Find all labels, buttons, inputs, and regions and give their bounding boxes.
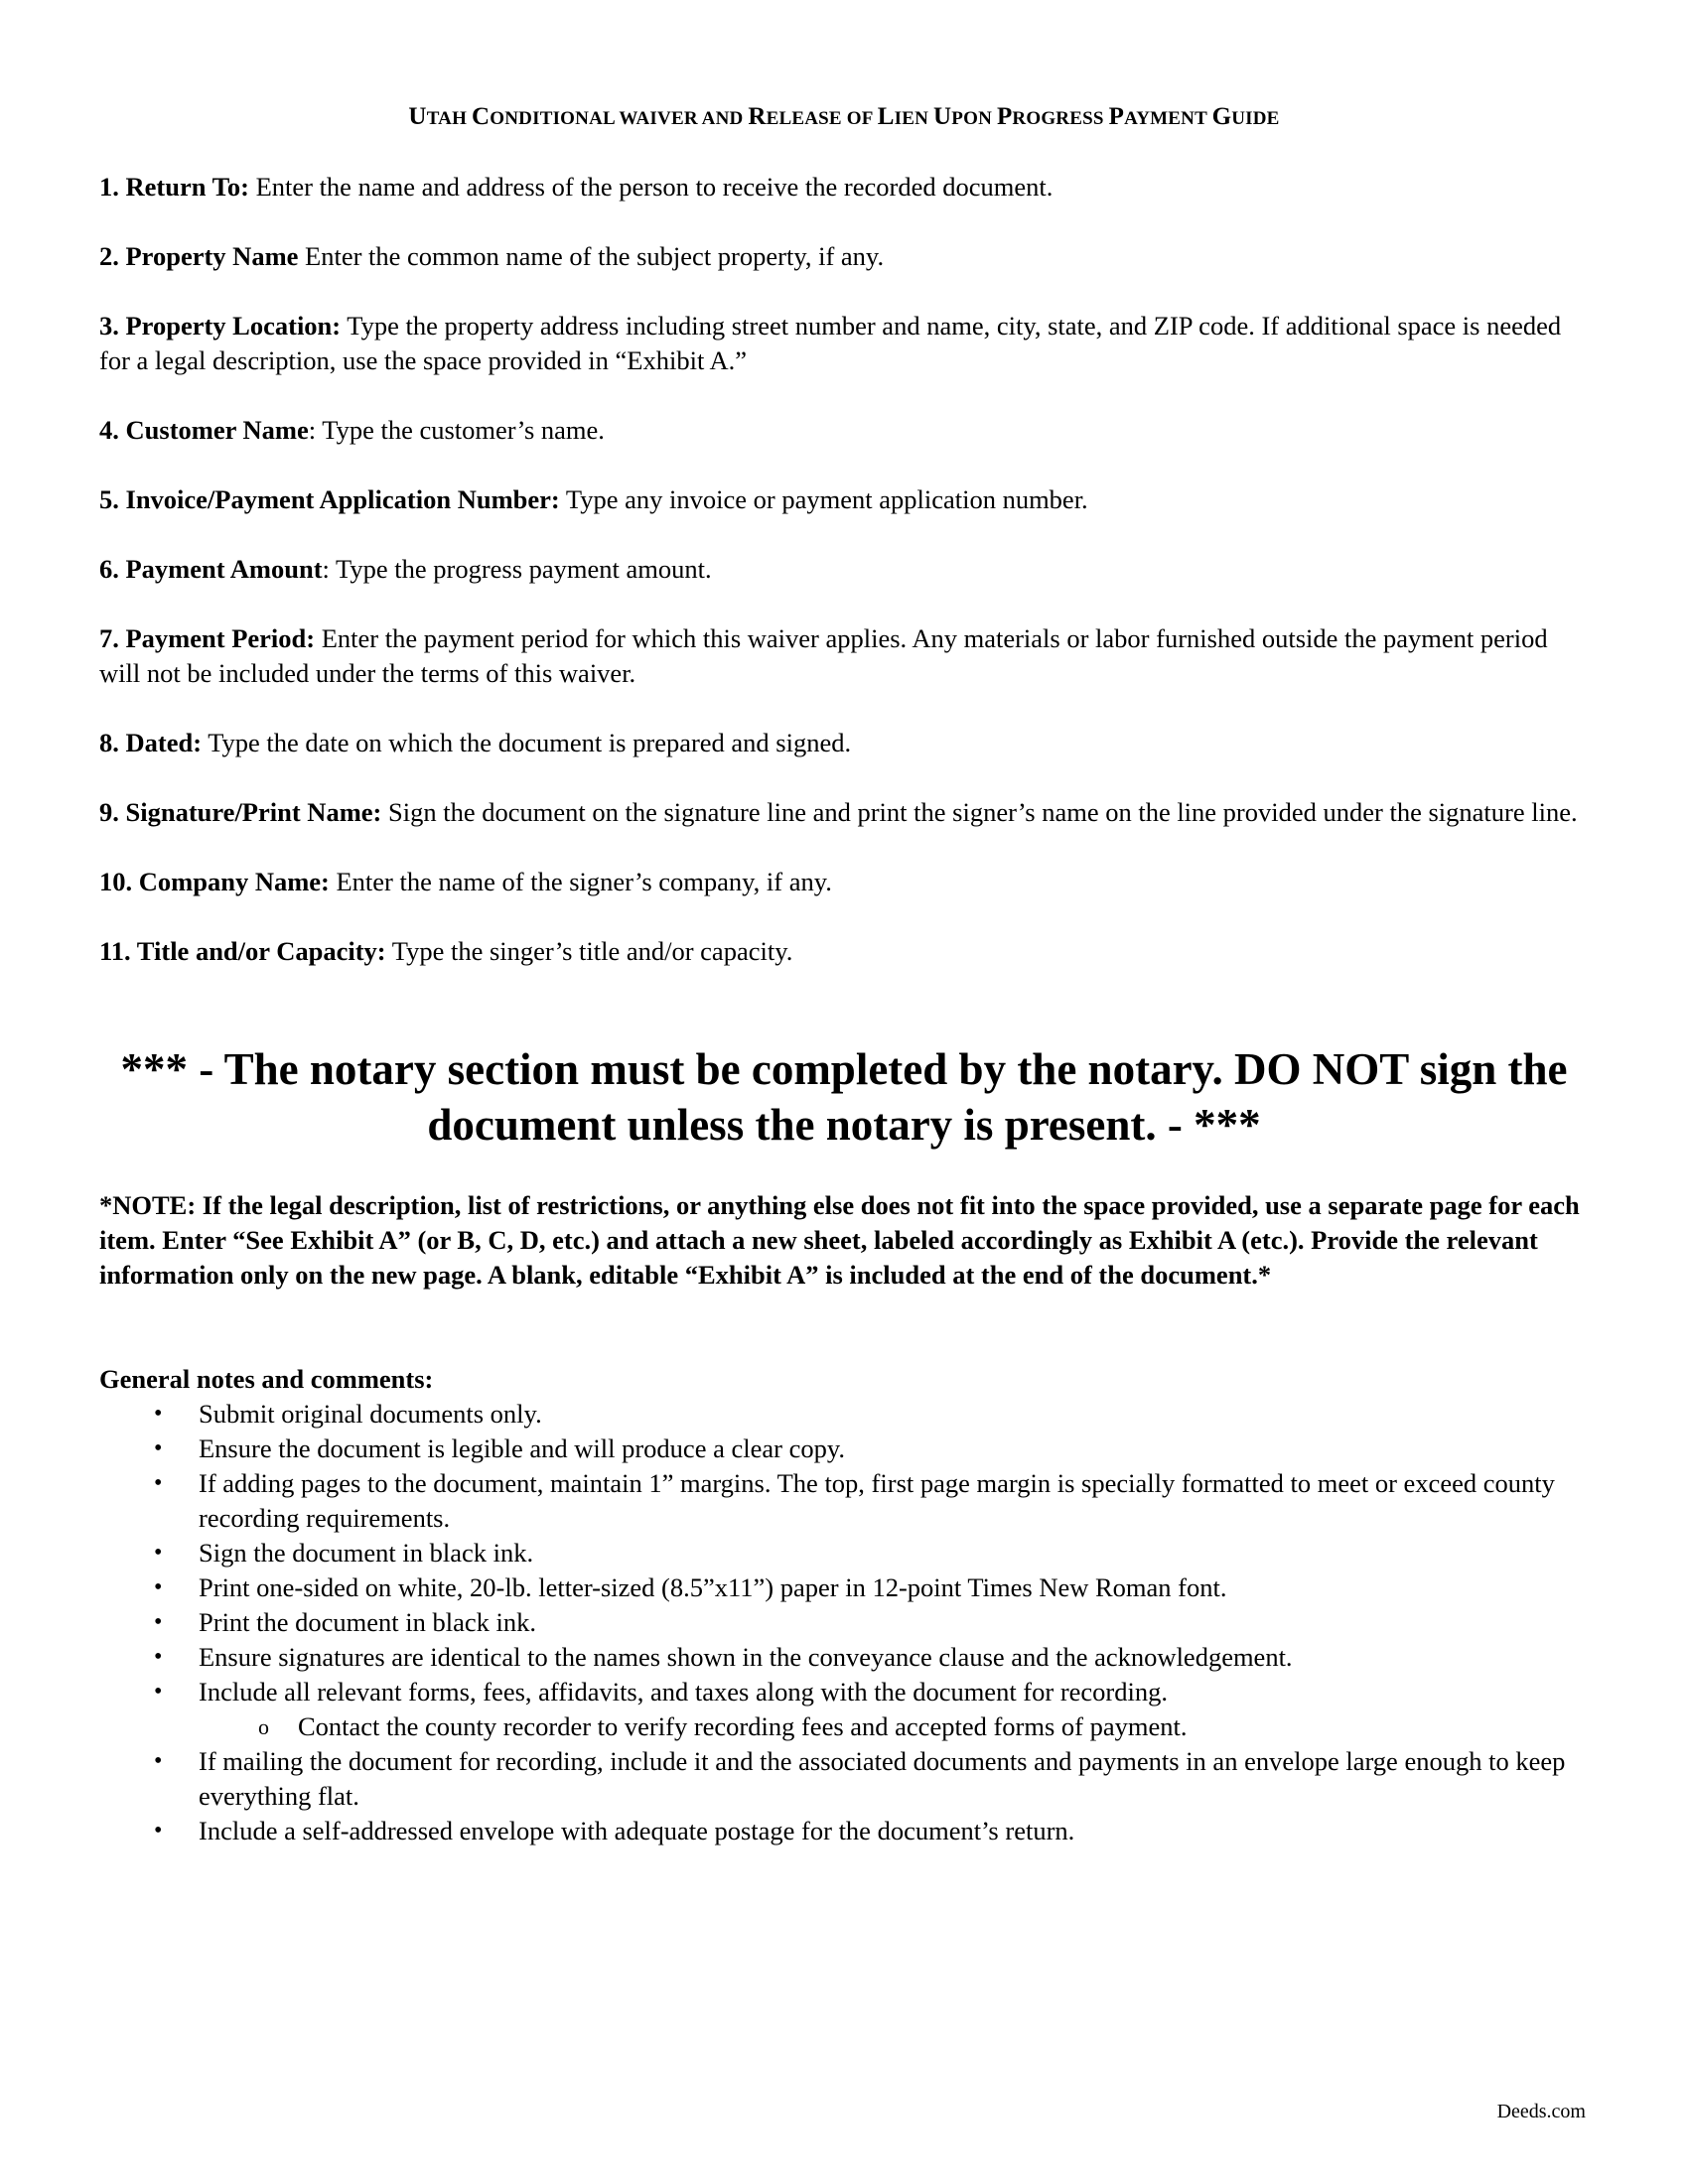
bullet-icon: •	[154, 1401, 163, 1427]
instruction-item-property-location	[99, 309, 1589, 378]
instruction-list	[99, 170, 1589, 1004]
title-part: L	[877, 103, 895, 130]
list-item-text: Include a self-addressed envelope with adequate postage for the document’s return.	[199, 1816, 1075, 1845]
list-item-text: Ensure the document is legible and will produce a clear copy.	[199, 1433, 845, 1463]
instruction-text: : Type the progress payment amount.	[322, 554, 712, 584]
document-title	[0, 103, 1688, 131]
list-item-text: Contact the county recorder to verify recording fees and accepted forms of payment.	[298, 1711, 1188, 1741]
instruction-item-payment-amount	[99, 552, 1589, 587]
instruction-label: 5. Invoice/Payment Application Number:	[99, 484, 560, 514]
instruction-label: 9. Signature/Print Name:	[99, 797, 382, 827]
title-part: TAH	[426, 108, 473, 129]
instruction-text: Type the singer’s title and/or capacity.	[385, 936, 793, 966]
bullet-icon: •	[154, 1435, 163, 1461]
instruction-label: 8. Dated:	[99, 728, 203, 757]
bullet-icon: •	[154, 1540, 163, 1566]
list-item	[99, 1570, 1589, 1605]
general-notes-list	[99, 1397, 1589, 1848]
instruction-text: Enter the payment period for which this waiver applies. Any materials or labor furnished outside the payment period will not be included under the terms of this waiver.	[99, 623, 1548, 688]
sub-bullet-icon: o	[258, 1714, 269, 1739]
bullet-icon: •	[154, 1574, 163, 1600]
bullet-icon: •	[154, 1470, 163, 1496]
instruction-item-payment-period	[99, 621, 1589, 691]
sub-list-item	[99, 1709, 1589, 1744]
instruction-text: Type the property address including street number and name, city, state, and ZIP code. If additional space is needed for a legal description, use the space provided in “Exhibit A.”	[99, 311, 1562, 375]
instruction-text: Enter the name of the signer’s company, if any.	[329, 867, 832, 896]
instruction-label: 1. Return To:	[99, 172, 249, 202]
list-item	[99, 1432, 1589, 1466]
instruction-item-company-name	[99, 865, 1589, 899]
title-part: U	[408, 103, 427, 130]
bullet-icon: •	[154, 1644, 163, 1670]
instruction-item-signature	[99, 795, 1589, 830]
list-item	[99, 1640, 1589, 1675]
bullet-icon: •	[154, 1609, 163, 1635]
title-part: C	[472, 103, 491, 130]
instruction-item-return-to	[99, 170, 1589, 205]
list-item	[99, 1675, 1589, 1709]
footer-brand: Deeds.com	[1496, 2101, 1586, 2122]
instruction-label: 4. Customer Name	[99, 415, 309, 445]
instruction-text: Type any invoice or payment application number.	[559, 484, 1088, 514]
list-item-text: Print one-sided on white, 20-lb. letter-sized (8.5”x11”) paper in 12-point Times New Roman font.	[199, 1572, 1227, 1602]
instruction-text: Enter the common name of the subject property, if any.	[298, 241, 885, 271]
title-part: P	[996, 103, 1013, 130]
list-item-text: If mailing the document for recording, include it and the associated documents and payments in an envelope large enough to keep everything flat.	[199, 1746, 1566, 1811]
general-notes-section	[99, 1362, 1589, 1848]
title-part: ROGRESS	[1012, 108, 1109, 129]
title-part: AYMENT	[1124, 108, 1212, 129]
notary-warning: *** - The notary section must be completed by the notary. DO NOT sign the document unless the notary is present. - ***	[120, 1044, 1568, 1150]
title-part: G	[1211, 103, 1232, 130]
bullet-icon: •	[154, 1818, 163, 1843]
exhibit-note: *NOTE: If the legal description, list of restrictions, or anything else does not fit into the space provided, use a separate page for each item. Enter “See Exhibit A” (or B, C, D, etc.) and attach a new sheet, labeled accordingly as Exhibit A (etc.). Provide the relevant information only on the new page. A blank, editable “Exhibit A” is included at the end of the document.*	[99, 1190, 1580, 1290]
instruction-item-customer-name	[99, 413, 1589, 448]
title-part: R	[748, 103, 767, 130]
instruction-label: 7. Payment Period:	[99, 623, 316, 653]
instruction-text: : Type the customer’s name.	[308, 415, 605, 445]
general-notes-heading: General notes and comments:	[99, 1364, 434, 1394]
title-part: U	[933, 103, 952, 130]
list-item-text: Submit original documents only.	[199, 1399, 542, 1429]
list-item	[99, 1814, 1589, 1848]
list-item-text: If adding pages to the document, maintain 1” margins. The top, first page margin is specially formatted to meet or exceed county recording requirements.	[199, 1468, 1555, 1533]
instruction-label: 11. Title and/or Capacity:	[99, 936, 386, 966]
bullet-icon: •	[154, 1679, 163, 1705]
instruction-label: 3. Property Location:	[99, 311, 342, 341]
instruction-item-property-name	[99, 239, 1589, 274]
instruction-item-dated	[99, 726, 1589, 760]
instruction-text: Type the date on which the document is prepared and signed.	[202, 728, 852, 757]
list-item-text: Ensure signatures are identical to the names shown in the conveyance clause and the acknowledgement.	[199, 1642, 1293, 1672]
list-item-text: Sign the document in black ink.	[199, 1538, 534, 1568]
list-item-text: Print the document in black ink.	[199, 1607, 537, 1637]
instruction-label: 2. Property Name	[99, 241, 299, 271]
list-item	[99, 1536, 1589, 1570]
title-part: ONDITIONAL WAIVER AND	[490, 108, 749, 129]
instruction-label: 6. Payment Amount	[99, 554, 323, 584]
title-part: UIDE	[1231, 108, 1280, 129]
title-part: IEN	[894, 108, 934, 129]
instruction-text: Enter the name and address of the person to receive the recorded document.	[248, 172, 1054, 202]
title-part: PON	[951, 108, 997, 129]
list-item	[99, 1466, 1589, 1536]
title-part: ELEASE OF	[766, 108, 878, 129]
list-item	[99, 1605, 1589, 1640]
list-item	[99, 1397, 1589, 1432]
bullet-icon: •	[154, 1748, 163, 1774]
instruction-text: Sign the document on the signature line and print the signer’s name on the line provided under the signature line.	[381, 797, 1578, 827]
title-part: P	[1108, 103, 1125, 130]
instruction-item-invoice-number	[99, 482, 1589, 517]
instruction-item-title-capacity	[99, 934, 1589, 969]
list-item-text: Include all relevant forms, fees, affidavits, and taxes along with the document for recording.	[199, 1677, 1168, 1706]
list-item	[99, 1744, 1589, 1814]
instruction-label: 10. Company Name:	[99, 867, 330, 896]
